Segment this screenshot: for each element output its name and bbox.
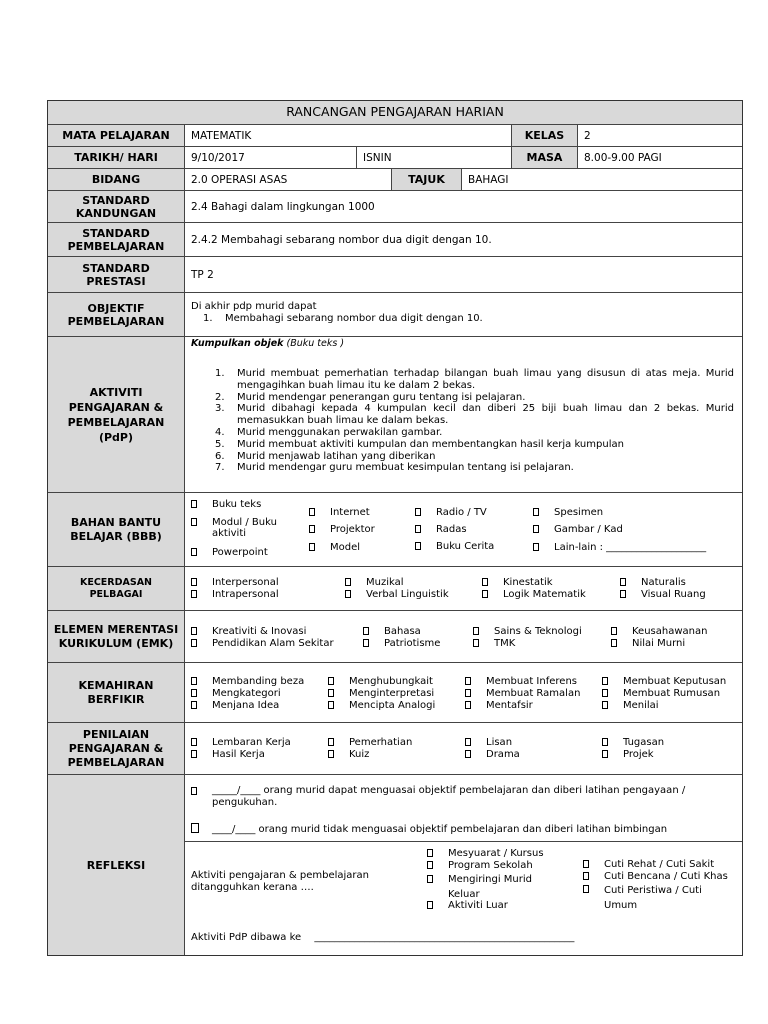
list-item: 6. Murid menjawab latihan yang diberikan: [215, 450, 436, 462]
date-row: [48, 147, 742, 169]
checkbox-option[interactable]: Program Sekolah: [427, 860, 533, 872]
multiple-intelligence-row: [48, 567, 742, 611]
activity-label: AKTIVITI PENGAJARAN & PEMBELAJARAN (PdP): [48, 337, 185, 492]
checkbox-option[interactable]: Menginterpretasi: [328, 688, 434, 700]
activity-row: [48, 337, 742, 493]
checkbox-option[interactable]: Bahasa: [363, 626, 421, 638]
checkbox-option[interactable]: Buku teks: [191, 499, 261, 511]
list-item: 2. Murid mendengar penerangan guru tentang isi pelajaran.: [215, 391, 526, 403]
multiple-intelligence-label: KECERDASAN PELBAGAI: [48, 567, 185, 610]
list-item: 4. Murid menggunakan perwakilan gambar.: [215, 426, 443, 438]
checkbox-option[interactable]: Cuti Peristiwa / Cuti Umum: [583, 883, 723, 913]
field-value: 2.0 OPERASI ASAS: [185, 169, 392, 190]
reflection-row: [48, 775, 742, 955]
objective-item-number: 1.: [203, 313, 213, 324]
checkbox-option[interactable]: TMK: [473, 638, 515, 650]
checkbox-option[interactable]: Muzikal: [345, 577, 404, 589]
checkbox-option[interactable]: Mentafsir: [465, 700, 533, 712]
checkbox-option[interactable]: Verbal Linguistik: [345, 589, 449, 601]
checkbox-option[interactable]: Interpersonal: [191, 577, 279, 589]
checkbox-option[interactable]: Mengkategori: [191, 688, 281, 700]
field-label: BIDANG: [48, 169, 185, 190]
objective-content: [185, 293, 742, 336]
checkbox-option[interactable]: Mengiringi Murid Keluar: [427, 872, 545, 902]
list-item: 5. Murid membuat aktiviti kumpulan dan membentangkan hasil kerja kumpulan: [215, 438, 624, 450]
checkbox-option[interactable]: Kreativiti & Inovasi: [191, 626, 306, 638]
checkbox-option[interactable]: Cuti Rehat / Cuti Sakit: [583, 859, 714, 871]
checkbox-option[interactable]: Naturalis: [620, 577, 686, 589]
checkbox-option[interactable]: Mencipta Analogi: [328, 700, 435, 712]
checkbox-option[interactable]: Mesyuarat / Kursus: [427, 848, 544, 860]
checkbox-option[interactable]: Radio / TV: [415, 507, 487, 519]
teaching-aids-label: BAHAN BANTU BELAJAR (BBB): [48, 493, 185, 566]
activity-content: [185, 337, 742, 492]
content-standard-label: STANDARD KANDUNGAN: [48, 191, 185, 222]
activity-heading-title: Kumpulkan objek: [191, 338, 284, 349]
carry-forward-line: [191, 932, 574, 944]
performance-standard-row: [48, 257, 742, 293]
checkbox-option[interactable]: Projek: [602, 749, 654, 761]
cross-curricular-label: ELEMEN MERENTASI KURIKULUM (EMK): [48, 611, 185, 662]
subject-row: [48, 125, 742, 147]
checkbox-option[interactable]: Gambar / Kad: [533, 524, 623, 536]
checkbox-option[interactable]: Radas: [415, 524, 467, 536]
checkbox-option[interactable]: Membuat Keputusan: [602, 676, 726, 688]
lesson-plan-table: [47, 100, 743, 956]
assessment-row: [48, 723, 742, 775]
learning-standard-label: STANDARD PEMBELAJARAN: [48, 223, 185, 256]
postponed-text: Aktiviti pengajaran & pembelajaran ditangguhkan kerana ….: [191, 870, 369, 893]
title-row: [48, 101, 742, 125]
learning-standard-row: [48, 223, 742, 257]
checkbox-option[interactable]: Kinestatik: [482, 577, 553, 589]
thinking-skills-label: KEMAHIRAN BERFIKIR: [48, 663, 185, 722]
checkbox-option[interactable]: Sains & Teknologi: [473, 626, 582, 638]
class-value: 2: [584, 129, 591, 142]
checkbox-option[interactable]: Modul / Buku aktiviti: [191, 517, 290, 539]
cross-curricular-options: [185, 611, 742, 662]
subject-value: MATEMATIK: [185, 125, 512, 146]
objective-intro: Di akhir pdp murid dapat: [191, 301, 317, 312]
performance-standard-value: TP 2: [191, 268, 214, 281]
checkbox-option[interactable]: Logik Matematik: [482, 589, 586, 601]
checkbox-option[interactable]: Menghubungkait: [328, 676, 433, 688]
checkbox-option[interactable]: Patriotisme: [363, 638, 440, 650]
checkbox-option[interactable]: Buku Cerita: [415, 541, 494, 553]
checkbox-option[interactable]: Model: [309, 542, 360, 554]
checkbox-option[interactable]: Cuti Bencana / Cuti Khas: [583, 871, 728, 883]
checkbox-option[interactable]: Membuat Inferens: [465, 676, 577, 688]
field-row: [48, 169, 742, 191]
cross-curricular-row: [48, 611, 742, 663]
performance-standard-label: STANDARD PRESTASI: [48, 257, 185, 292]
assessment-options: [185, 723, 742, 774]
class-label: KELAS: [512, 125, 578, 146]
date-label: TARIKH/ HARI: [48, 147, 185, 168]
carry-forward-blank[interactable]: ____________________________________________________: [314, 932, 575, 943]
objective-item: [191, 313, 742, 325]
checkbox-option[interactable]: Menilai: [602, 700, 659, 712]
checkbox-option[interactable]: Menjana Idea: [191, 700, 279, 712]
checkbox-option[interactable]: Pendidikan Alam Sekitar: [191, 638, 334, 650]
objective-label: OBJEKTIF PEMBELAJARAN: [48, 293, 185, 336]
checkbox-option[interactable]: Keusahawanan: [611, 626, 707, 638]
thinking-skills-row: [48, 663, 742, 723]
checkbox-option[interactable]: Membuat Ramalan: [465, 688, 580, 700]
list-item: 3. Murid dibahagi kepada 4 kumpulan kecil dan diberi 25 biji buah limau dan 2 bekas. Murid memasukkan buah limau ke dalam bekas.: [215, 403, 734, 427]
checkbox-option[interactable]: Membuat Rumusan: [602, 688, 720, 700]
checkbox-option[interactable]: Lembaran Kerja: [191, 737, 291, 749]
checkbox-option[interactable]: Spesimen: [533, 507, 603, 519]
content-standard-row: [48, 191, 742, 223]
teaching-aids-options: [185, 493, 742, 566]
day-value: ISNIN: [357, 147, 512, 168]
multiple-intelligence-options: [185, 567, 742, 610]
list-item: 1. Murid membuat pemerhatian terhadap bilangan buah limau yang disusun di atas meja. Murid mengagihkan buah limau itu ke dalam 2 bekas.: [215, 368, 734, 391]
checkbox-option[interactable]: Drama: [465, 749, 520, 761]
objective-row: [48, 293, 742, 337]
checkbox-option[interactable]: Nilai Murni: [611, 638, 685, 650]
teaching-aids-row: [48, 493, 742, 567]
checkbox-option[interactable]: Projektor: [309, 524, 375, 536]
content-standard-value: 2.4 Bahagi dalam lingkungan 1000: [191, 200, 375, 213]
carry-forward-label: Aktiviti PdP dibawa ke: [191, 932, 302, 943]
postponed-section: [185, 841, 742, 955]
checkbox-option[interactable]: Tugasan: [602, 737, 664, 749]
checkbox-option[interactable]: Hasil Kerja: [191, 749, 265, 761]
topic-label: TAJUK: [392, 169, 462, 190]
time-value: 8.00-9.00 PAGI: [584, 151, 662, 164]
thinking-skills-options: [185, 663, 742, 722]
reflection-label: REFLEKSI: [48, 775, 185, 955]
checkbox-option[interactable]: Intrapersonal: [191, 589, 279, 601]
checkbox-option[interactable]: Aktiviti Luar: [427, 900, 508, 912]
topic-value: BAHAGI: [468, 173, 509, 186]
checkbox-option[interactable]: Lain-lain : ____________________: [533, 542, 706, 554]
date-value: 9/10/2017: [185, 147, 357, 168]
reflection-content: [185, 775, 742, 955]
assessment-label: PENILAIAN PENGAJARAN & PEMBELAJARAN: [48, 723, 185, 774]
list-item: 7. Murid mendengar guru membuat kesimpulan tentang isi pelajaran.: [215, 462, 574, 474]
checkbox-option[interactable]: Powerpoint: [191, 547, 268, 559]
time-label: MASA: [512, 147, 578, 168]
checkbox-option[interactable]: ____/____ orang murid tidak menguasai objektif pembelajaran dan diberi latihan bimbingan: [191, 823, 667, 836]
page-title: RANCANGAN PENGAJARAN HARIAN: [286, 104, 504, 119]
checkbox-option[interactable]: Pemerhatian: [328, 737, 412, 749]
learning-standard-value: 2.4.2 Membahagi sebarang nombor dua digit dengan 10.: [191, 233, 492, 246]
activity-heading: [191, 338, 742, 349]
checkbox-option[interactable]: Kuiz: [328, 749, 369, 761]
checkbox-option[interactable]: Visual Ruang: [620, 589, 706, 601]
objective-item-text: Membahagi sebarang nombor dua digit dengan 10.: [225, 313, 483, 324]
activity-list: [191, 368, 742, 474]
subject-label: MATA PELAJARAN: [48, 125, 185, 146]
checkbox-option[interactable]: Internet: [309, 507, 370, 519]
checkbox-option[interactable]: _____/____ orang murid dapat menguasai objektif pembelajaran dan diberi latihan pengayaan / pengukuhan.: [191, 785, 731, 809]
activity-heading-note: (Buku teks ): [286, 338, 345, 349]
checkbox-option[interactable]: Membanding beza: [191, 676, 304, 688]
checkbox-option[interactable]: Lisan: [465, 737, 512, 749]
